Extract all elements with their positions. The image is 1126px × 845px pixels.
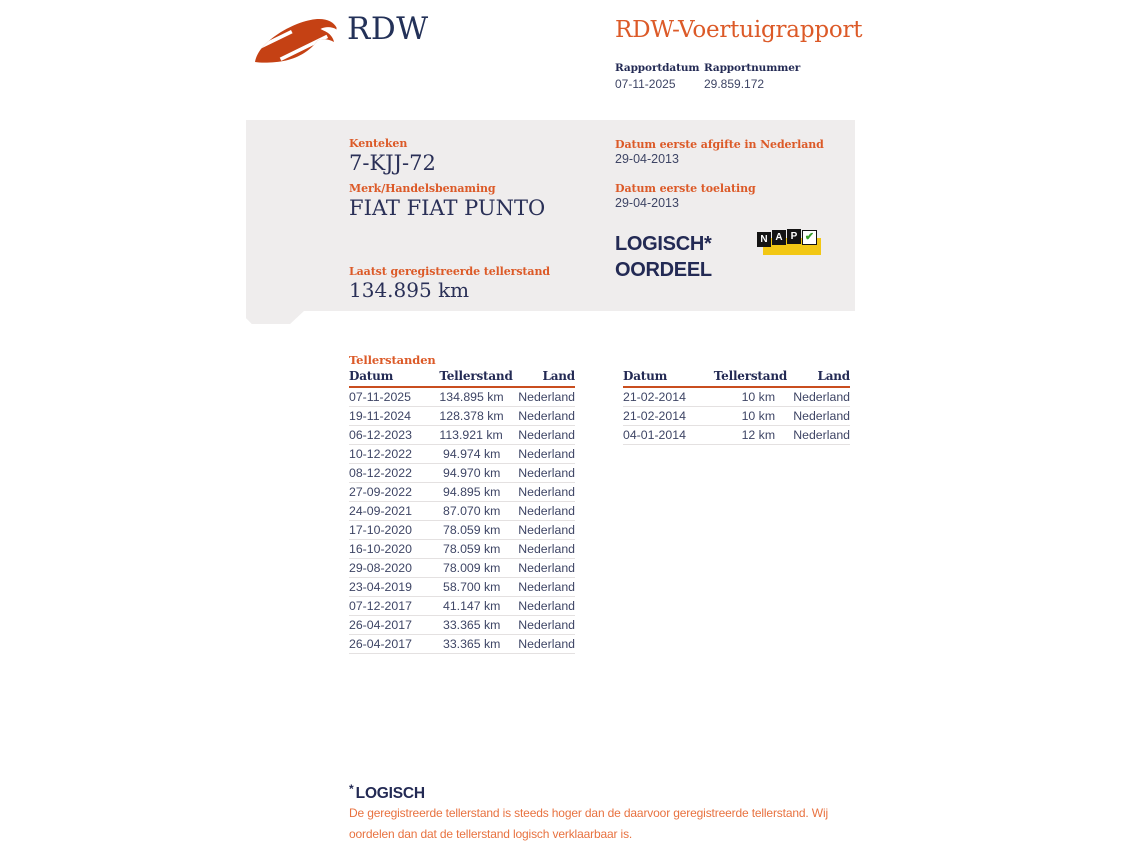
cell-tellerstand: 134.895 km (439, 387, 500, 407)
cell-tellerstand: 94.974 km (439, 445, 500, 464)
table-row (349, 445, 575, 464)
table-row (349, 616, 575, 635)
cell-datum: 07-11-2025 (349, 387, 439, 407)
table-header-row (623, 369, 850, 387)
eerste-toelating-value: 29-04-2013 (615, 196, 679, 210)
cell-land: Nederland (500, 426, 575, 445)
cell-datum: 26-04-2017 (349, 635, 439, 654)
cell-datum: 10-12-2022 (349, 445, 439, 464)
cell-land: Nederland (500, 407, 575, 426)
nap-logo (757, 228, 823, 259)
table-row (349, 407, 575, 426)
cell-land: Nederland (500, 616, 575, 635)
table-row (349, 635, 575, 654)
table-row (349, 540, 575, 559)
column-header-tellerstand: Tellerstand (439, 369, 500, 387)
cell-tellerstand: 10 km (714, 407, 775, 426)
cell-land: Nederland (500, 502, 575, 521)
rdw-flame-icon (252, 16, 338, 64)
cell-land: Nederland (775, 426, 850, 445)
table-row (623, 387, 850, 407)
cell-datum: 24-09-2021 (349, 502, 439, 521)
cell-land: Nederland (500, 578, 575, 597)
nap-letter-p: P (787, 229, 801, 244)
cell-land: Nederland (500, 445, 575, 464)
report-date-value: 07-11-2025 (615, 77, 676, 91)
cell-datum: 06-12-2023 (349, 426, 439, 445)
cell-datum: 04-01-2014 (623, 426, 714, 445)
cell-land: Nederland (500, 559, 575, 578)
cell-datum: 21-02-2014 (623, 407, 714, 426)
cell-land: Nederland (500, 635, 575, 654)
laatste-tellerstand-label: Laatst geregistreerde tellerstand (349, 265, 550, 278)
cell-land: Nederland (775, 387, 850, 407)
table-row (349, 597, 575, 616)
column-header-tellerstand: Tellerstand (714, 369, 775, 387)
cell-datum: 23-04-2019 (349, 578, 439, 597)
report-number-value: 29.859.172 (704, 77, 765, 91)
cell-tellerstand: 78.059 km (439, 540, 500, 559)
kenteken-value: 7-KJJ-72 (349, 151, 436, 175)
cell-datum: 07-12-2017 (349, 597, 439, 616)
cell-tellerstand: 94.895 km (439, 483, 500, 502)
cell-land: Nederland (775, 407, 850, 426)
cell-tellerstand: 113.921 km (439, 426, 500, 445)
table-row (349, 387, 575, 407)
cell-tellerstand: 128.378 km (439, 407, 500, 426)
table-row (623, 407, 850, 426)
column-header-datum: Datum (349, 369, 439, 387)
cell-tellerstand: 33.365 km (439, 635, 500, 654)
cell-tellerstand: 94.970 km (439, 464, 500, 483)
cell-land: Nederland (500, 521, 575, 540)
cell-tellerstand: 10 km (714, 387, 775, 407)
cell-datum: 08-12-2022 (349, 464, 439, 483)
cell-land: Nederland (500, 540, 575, 559)
table-row (623, 426, 850, 445)
tellerstanden-table-left (349, 369, 575, 654)
eerste-afgifte-label: Datum eerste afgifte in Nederland (615, 138, 824, 151)
column-header-datum: Datum (623, 369, 714, 387)
eerste-toelating-label: Datum eerste toelating (615, 182, 756, 195)
oordeel-line2: OORDEEL (615, 259, 712, 281)
nap-checkmark-icon: ✔ (802, 230, 817, 245)
table-row (349, 521, 575, 540)
cell-datum: 21-02-2014 (623, 387, 714, 407)
nap-letter-n: N (757, 232, 771, 247)
table-row (349, 426, 575, 445)
cell-datum: 27-09-2022 (349, 483, 439, 502)
cell-tellerstand: 78.009 km (439, 559, 500, 578)
cell-tellerstand: 12 km (714, 426, 775, 445)
merk-label: Merk/Handelsbenaming (349, 182, 496, 195)
page-title: RDW-Voertuigrapport (615, 17, 863, 43)
report-number-label: Rapportnummer (704, 62, 801, 74)
table-header-row (349, 369, 575, 387)
merk-value: FIAT FIAT PUNTO (349, 196, 546, 220)
oordeel-verdict (615, 231, 712, 283)
cell-tellerstand: 78.059 km (439, 521, 500, 540)
rdw-wordmark: RDW (347, 11, 429, 47)
kenteken-label: Kenteken (349, 137, 408, 150)
cell-tellerstand: 58.700 km (439, 578, 500, 597)
oordeel-line1: LOGISCH* (615, 233, 712, 255)
cell-tellerstand: 41.147 km (439, 597, 500, 616)
table-row (349, 578, 575, 597)
laatste-tellerstand-value: 134.895 km (349, 278, 470, 302)
eerste-afgifte-value: 29-04-2013 (615, 152, 679, 166)
footnote-title-text: LOGISCH (355, 785, 425, 802)
panel-speech-tail (246, 311, 304, 324)
cell-land: Nederland (500, 597, 575, 616)
cell-datum: 19-11-2024 (349, 407, 439, 426)
cell-datum: 16-10-2020 (349, 540, 439, 559)
cell-datum: 17-10-2020 (349, 521, 439, 540)
cell-land: Nederland (500, 483, 575, 502)
cell-tellerstand: 87.070 km (439, 502, 500, 521)
column-header-land: Land (775, 369, 850, 387)
table-row (349, 483, 575, 502)
cell-land: Nederland (500, 464, 575, 483)
nap-letter-a: A (772, 230, 786, 245)
footnote-asterisk: * (349, 782, 354, 796)
table-row (349, 464, 575, 483)
cell-datum: 26-04-2017 (349, 616, 439, 635)
cell-land: Nederland (500, 387, 575, 407)
tellerstanden-heading: Tellerstanden (349, 353, 436, 367)
table-row (349, 502, 575, 521)
table-row (349, 559, 575, 578)
report-date-label: Rapportdatum (615, 62, 700, 74)
column-header-land: Land (500, 369, 575, 387)
footnote-explanation: De geregistreerde tellerstand is steeds hoger dan de daarvoor geregistreerde tellerstand. Wij oordelen dan dat de tellerstand logisch verklaarbaar is. (349, 806, 828, 841)
cell-datum: 29-08-2020 (349, 559, 439, 578)
tellerstanden-table-right (623, 369, 850, 445)
cell-tellerstand: 33.365 km (439, 616, 500, 635)
footnote-heading (349, 782, 425, 803)
